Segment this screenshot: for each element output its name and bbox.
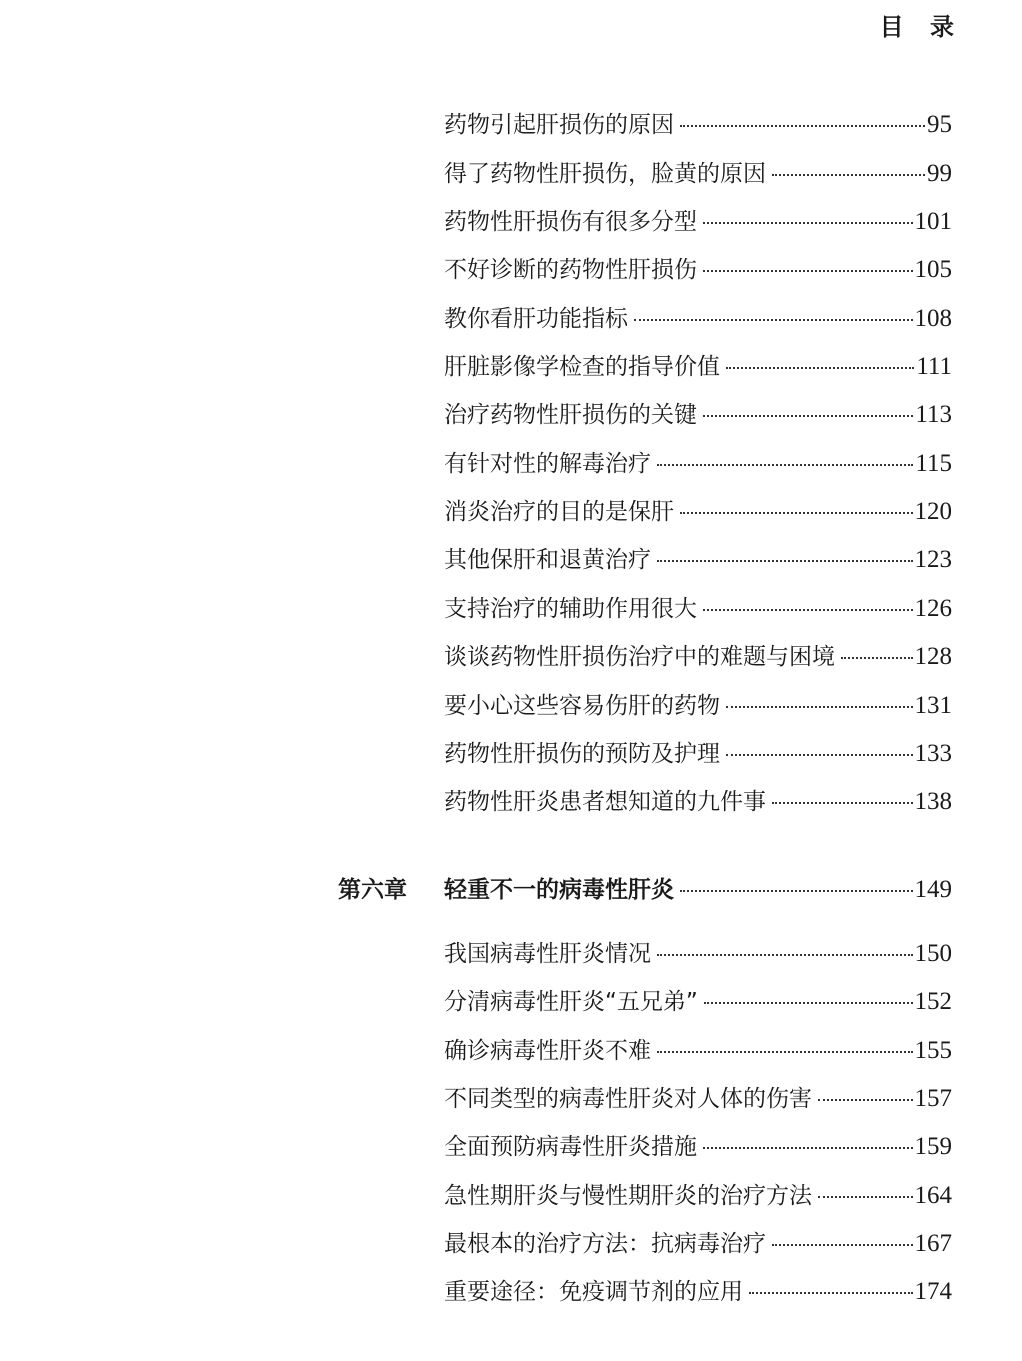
- dot-leader: [726, 706, 913, 708]
- toc-entry: [444, 985, 952, 1019]
- toc-entry-title: 消炎治疗的目的是保肝: [444, 499, 674, 525]
- dot-leader: [680, 890, 913, 892]
- toc-entry: [444, 1034, 952, 1068]
- toc-entry-page: 99: [927, 160, 952, 187]
- toc-entry-title: 急性期肝炎与慢性期肝炎的治疗方法: [444, 1183, 812, 1209]
- toc-entry-title: 得了药物性肝损伤，脸黄的原因: [444, 161, 766, 187]
- toc-entry: [444, 785, 952, 819]
- toc-entry-page: 108: [914, 305, 952, 332]
- toc-entry-title: 谈谈药物性肝损伤治疗中的难题与困境: [444, 644, 835, 670]
- toc-entry-page: 126: [914, 595, 952, 622]
- dot-leader: [841, 657, 913, 659]
- dot-leader: [680, 125, 925, 127]
- dot-leader: [657, 1051, 913, 1053]
- dot-leader: [772, 1244, 913, 1246]
- dot-leader: [634, 319, 913, 321]
- toc-entry-page: 111: [916, 353, 952, 380]
- toc-entry-page: 131: [914, 692, 952, 719]
- dot-leader: [818, 1099, 913, 1101]
- toc-entry-title: 要小心这些容易伤肝的药物: [444, 693, 720, 719]
- toc-entry-title: 全面预防病毒性肝炎措施: [444, 1134, 697, 1160]
- toc-entry-title: 我国病毒性肝炎情况: [444, 941, 651, 967]
- toc-entry-title: 药物性肝损伤有很多分型: [444, 209, 697, 235]
- toc-entry: [444, 205, 952, 239]
- page-header-title: 目 录: [879, 13, 954, 41]
- toc-entry: [444, 1227, 952, 1261]
- toc-entry-page: 128: [914, 643, 952, 670]
- toc-entry: [444, 108, 952, 142]
- toc-entry-title: 药物性肝损伤的预防及护理: [444, 741, 720, 767]
- toc-entry-page: 157: [914, 1085, 952, 1112]
- toc-entry-page: 164: [914, 1182, 952, 1209]
- toc-entry-page: 155: [914, 1037, 952, 1064]
- toc-entry-page: 159: [914, 1133, 952, 1160]
- toc-entry: [444, 1082, 952, 1116]
- dot-leader: [657, 954, 913, 956]
- toc-entry-title: 分清病毒性肝炎“五兄弟”: [444, 989, 698, 1015]
- toc-entry: [444, 543, 952, 577]
- dot-leader: [703, 415, 913, 417]
- toc-entry-title: 不同类型的病毒性肝炎对人体的伤害: [444, 1086, 812, 1112]
- toc-entry-title: 确诊病毒性肝炎不难: [444, 1038, 651, 1064]
- toc-entry-page: 133: [914, 740, 952, 767]
- toc-entry-title: 药物性肝炎患者想知道的九件事: [444, 789, 766, 815]
- toc-entry-title: 最根本的治疗方法：抗病毒治疗: [444, 1231, 766, 1257]
- chapter-page: 149: [914, 876, 952, 903]
- toc-entry-page: 95: [927, 111, 952, 138]
- chapter-heading: [338, 873, 952, 907]
- dot-leader: [818, 1196, 913, 1198]
- toc-entry: [444, 350, 952, 384]
- toc-entry-title: 支持治疗的辅助作用很大: [444, 596, 697, 622]
- toc-entry: [444, 302, 952, 336]
- toc-entry-title: 不好诊断的药物性肝损伤: [444, 257, 697, 283]
- toc-entry: [444, 689, 952, 723]
- dot-leader: [657, 560, 913, 562]
- toc-entry-title: 有针对性的解毒治疗: [444, 451, 651, 477]
- toc-entry-title: 肝脏影像学检查的指导价值: [444, 354, 720, 380]
- toc-entry-title: 药物引起肝损伤的原因: [444, 112, 674, 138]
- toc-entry-page: 120: [914, 498, 952, 525]
- dot-leader: [703, 1147, 913, 1149]
- toc-entry-page: 113: [915, 401, 952, 428]
- dot-leader: [772, 802, 913, 804]
- chapter-title: 轻重不一的病毒性肝炎: [444, 877, 674, 903]
- toc-entry: [444, 157, 952, 191]
- toc-entry: [444, 447, 952, 481]
- toc-entry-page: 152: [914, 988, 952, 1015]
- toc-entry: [444, 495, 952, 529]
- dot-leader: [703, 222, 913, 224]
- dot-leader: [703, 270, 913, 272]
- toc-entry: [444, 737, 952, 771]
- toc-entry: [444, 1179, 952, 1213]
- chapter-label: 第六章: [338, 877, 407, 903]
- toc-entry: [444, 253, 952, 287]
- toc-entry-page: 150: [914, 940, 952, 967]
- dot-leader: [680, 512, 913, 514]
- toc-entry: [444, 398, 952, 432]
- dot-leader: [704, 1002, 913, 1004]
- toc-entry-title: 教你看肝功能指标: [444, 306, 628, 332]
- dot-leader: [657, 464, 913, 466]
- toc-entry: [444, 640, 952, 674]
- toc-entry: [444, 1130, 952, 1164]
- toc-entry: [444, 1275, 952, 1309]
- toc-entry: [444, 937, 952, 971]
- toc-entry-title: 其他保肝和退黄治疗: [444, 547, 651, 573]
- toc-entry-page: 105: [914, 256, 952, 283]
- toc-entry-page: 174: [914, 1278, 952, 1305]
- toc-entry-page: 167: [914, 1230, 952, 1257]
- toc-entry-page: 101: [914, 208, 952, 235]
- toc-entry-title: 治疗药物性肝损伤的关键: [444, 402, 697, 428]
- dot-leader: [726, 367, 914, 369]
- toc-entry-title: 重要途径：免疫调节剂的应用: [444, 1279, 743, 1305]
- toc-entry-page: 123: [914, 546, 952, 573]
- dot-leader: [703, 609, 913, 611]
- dot-leader: [772, 174, 925, 176]
- toc-entry: [444, 592, 952, 626]
- toc-entry-page: 138: [914, 788, 952, 815]
- dot-leader: [726, 754, 913, 756]
- toc-entry-page: 115: [915, 450, 952, 477]
- dot-leader: [749, 1292, 913, 1294]
